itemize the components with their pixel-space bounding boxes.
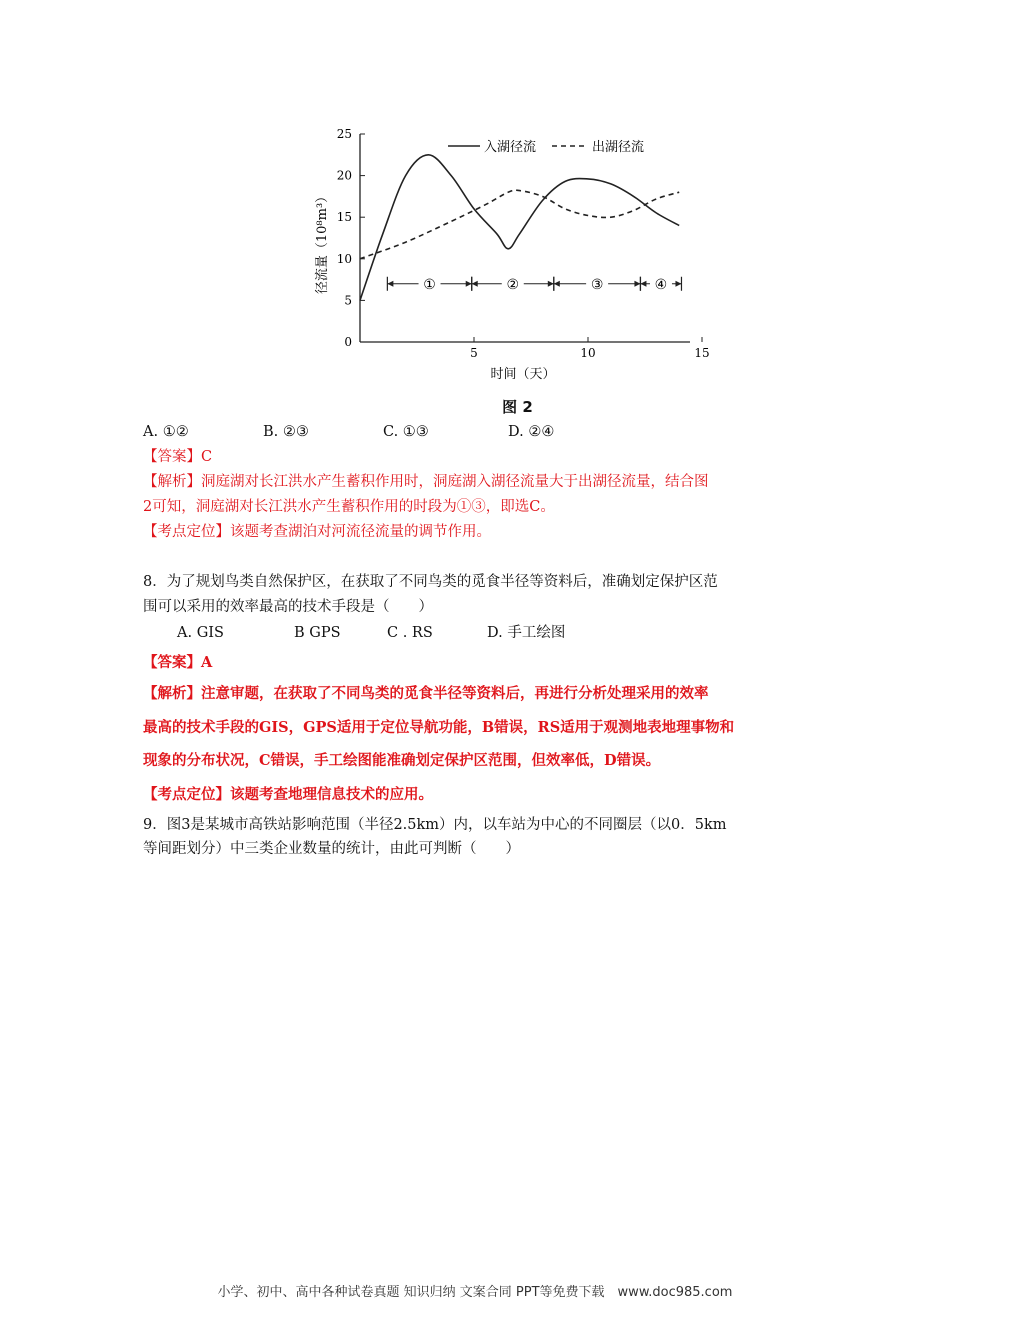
q7-option-a[interactable]: A. ①② — [143, 424, 189, 440]
x-axis-label: 时间（天） — [490, 367, 556, 382]
arrow-head — [675, 281, 681, 287]
period-label: ① — [423, 276, 436, 293]
y-tick-labels — [337, 127, 365, 349]
q8-option-d[interactable]: D. 手工绘图 — [487, 625, 566, 641]
q8-option-a[interactable]: A. GIS — [177, 625, 224, 641]
q9-question-line-1: 9．图3是某城市高铁站影响范围（半径2.5km）内，以车站为中心的不同圈层（以0．5km — [143, 817, 727, 833]
q8-options — [177, 622, 565, 644]
legend-inflow-label: 入湖径流 — [484, 140, 537, 155]
arrow-head — [554, 281, 560, 287]
y-tick-label: 10 — [336, 251, 352, 266]
q8-question-line-1: 8．为了规划鸟类自然保护区，在获取了不同鸟类的觅食半径等资料后，准确划定保护区范 — [143, 574, 718, 590]
arrow-head — [640, 281, 646, 287]
q8-point: 【考点定位】该题考查地理信息技术的应用。 — [143, 786, 433, 803]
x-tick-label: 5 — [470, 346, 478, 360]
q8-analysis-line-1: 【解析】注意审题，在获取了不同鸟类的觅食半径等资料后，再进行分析处理采用的效率 — [143, 685, 709, 702]
arrow-head — [387, 281, 393, 287]
q8-option-c[interactable]: C . RS — [387, 625, 433, 641]
y-tick-label: 15 — [336, 210, 352, 225]
q8-option-b[interactable]: B GPS — [294, 625, 341, 641]
arrow-head — [634, 281, 640, 287]
inflow-series-line — [360, 155, 679, 301]
period-label: ② — [506, 276, 520, 293]
q9-question-line-2: 等间距划分）中三类企业数量的统计，由此可判断（ ） — [143, 841, 520, 857]
y-tick-label: 0 — [344, 335, 352, 349]
q7-analysis-line-1: 【解析】洞庭湖对长江洪水产生蓄积作用时，洞庭湖入湖径流量大于出湖径流量，结合图 — [143, 474, 709, 490]
x-tick-labels — [470, 337, 709, 360]
q8-question-line-2: 围可以采用的效率最高的技术手段是（ ） — [143, 599, 433, 615]
chart-periods — [387, 277, 681, 293]
q8-answer: 【答案】A — [143, 654, 213, 671]
y-axis-label: 径流量（10⁸m³） — [315, 189, 330, 295]
y-tick-label: 20 — [336, 168, 352, 183]
y-tick-label: 5 — [344, 293, 352, 308]
chart-legend — [448, 139, 644, 155]
period-label: ④ — [654, 276, 668, 293]
chart-axes — [360, 134, 690, 342]
chart-series — [360, 155, 679, 301]
x-tick-label: 10 — [580, 346, 596, 360]
q8-analysis-line-3: 现象的分布状况，C错误，手工绘图能准确划定保护区范围，但效率低，D错误。 — [143, 752, 661, 769]
q7-answer: 【答案】C — [143, 449, 213, 465]
page-footer: 小学、初中、高中各种试卷真题 知识归纳 文案合同 PPT等免费下载 www.doc985.com — [217, 1285, 733, 1300]
q8-analysis-line-2: 最高的技术手段的GIS，GPS适用于定位导航功能，B错误，RS适用于观测地表地理事物和 — [143, 719, 735, 736]
q7-options — [143, 421, 554, 443]
x-tick-label: 15 — [694, 346, 710, 360]
period-label: ③ — [590, 276, 604, 293]
y-tick-label: 25 — [336, 127, 352, 141]
q7-option-b[interactable]: B. ②③ — [263, 424, 309, 440]
q7-option-c[interactable]: C. ①③ — [383, 424, 429, 440]
arrow-head — [548, 281, 554, 287]
legend-outflow-label: 出湖径流 — [592, 140, 645, 155]
arrow-head — [472, 281, 478, 287]
outflow-series-line — [360, 190, 679, 259]
runoff-chart — [315, 118, 750, 418]
arrow-head — [466, 281, 472, 287]
q7-option-d[interactable]: D. ②④ — [508, 424, 555, 440]
q7-analysis-line-2: 2可知，洞庭湖对长江洪水产生蓄积作用的时段为①③，即选C。 — [143, 499, 555, 515]
figure-caption: 图 2 — [502, 398, 533, 416]
q7-point: 【考点定位】该题考查湖泊对河流径流量的调节作用。 — [143, 524, 491, 540]
